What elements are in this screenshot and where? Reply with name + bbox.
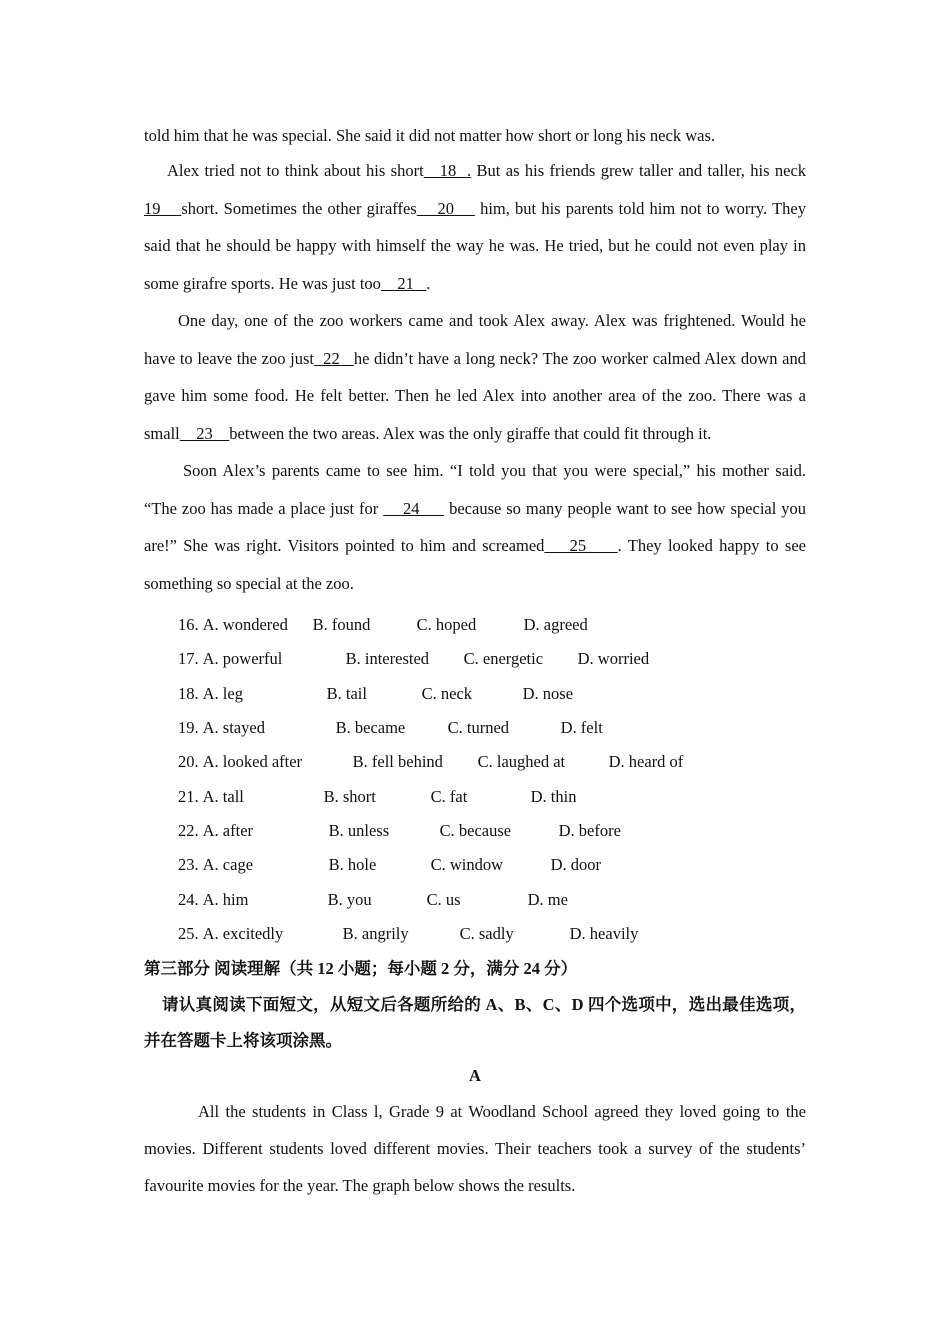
option-d: D. before [558, 820, 621, 840]
option-d: D. heavily [569, 923, 639, 943]
option-row [144, 608, 806, 642]
option-b: B. tail [326, 683, 367, 703]
option-a: A. leg [202, 683, 243, 703]
question-number: 18. [178, 683, 199, 703]
exam-page [144, 118, 806, 1204]
blank-25: 25 [544, 536, 618, 555]
option-a: A. stayed [202, 718, 265, 738]
passage-text: he didn’t have a long neck? The zoo worker calmed Alex down and gave him some food. He felt better. Then he led Alex into another area of the zoo. There was a small [144, 348, 807, 443]
question-number: 22. [178, 820, 199, 840]
question-number: 19. [178, 718, 199, 738]
option-b: B. short [323, 786, 376, 806]
option-b: B. became [335, 718, 406, 738]
option-row [144, 882, 806, 916]
passage-text: short. Sometimes the other giraffes [181, 198, 417, 218]
option-a: A. after [202, 820, 254, 840]
blank-20: 20 [416, 198, 475, 218]
passage-text: One day, one of the zoo workers came and took Alex away. Alex was frightened. Would he have to leave the zoo just [144, 311, 806, 368]
question-number: 21. [178, 786, 199, 806]
option-c: C. window [430, 855, 504, 875]
question-number: 24. [178, 889, 199, 909]
option-d: D. heard of [608, 752, 684, 772]
passage-letter: A [469, 1065, 481, 1085]
option-b: B. you [327, 889, 372, 909]
option-d: D. me [527, 889, 568, 909]
option-b: B. found [312, 615, 371, 635]
option-row [144, 677, 806, 711]
passage-paragraph-0 [144, 118, 806, 154]
option-row [144, 745, 806, 779]
option-c: C. hoped [416, 615, 477, 635]
option-b: B. fell behind [352, 752, 443, 772]
blank-18: 18 . [423, 161, 472, 180]
option-c: C. because [439, 820, 512, 840]
option-row [144, 917, 806, 951]
section3-instruction: 请认真阅读下面短文，从短文后各题所给的 A、B、C、D 四个选项中，选出最佳选项，并在答题卡上将该项涂黑。 [144, 994, 806, 1050]
passage-paragraph-3 [144, 452, 806, 602]
option-a: A. wondered [202, 615, 288, 635]
option-d: D. agreed [523, 615, 588, 635]
option-row [144, 642, 806, 676]
option-a: A. looked after [202, 752, 303, 772]
blank-22: 22 [313, 348, 354, 368]
option-d: D. nose [522, 683, 574, 703]
question-number: 20. [178, 752, 199, 772]
question-number: 17. [178, 649, 199, 669]
option-a: A. tall [202, 786, 244, 806]
option-a: A. cage [202, 855, 254, 875]
option-a: A. excitedly [202, 923, 284, 943]
option-a: A. powerful [202, 649, 283, 669]
option-row [144, 711, 806, 745]
option-c: C. us [426, 889, 461, 909]
section3-title: 第三部分 阅读理解（共 12 小题；每小题 2 分，满分 24 分） [144, 958, 578, 978]
passage-text: . They looked happy to see something so special at the zoo. [144, 536, 806, 593]
blank-21: 21 [380, 273, 427, 293]
passage-text: because so many people want to see how special you are!” She was right. Visitors pointed to him and screamed [144, 498, 807, 555]
passage-text: Alex tried not to think about his short [167, 161, 424, 180]
option-c: C. turned [447, 718, 510, 738]
answer-options [144, 608, 806, 951]
passage-text: Soon Alex’s parents came to see him. “I told you that you were special,” his mother said. “The zoo has made a place just for [144, 461, 806, 518]
option-a: A. him [202, 889, 249, 909]
option-c: C. energetic [463, 649, 544, 669]
option-c: C. laughed at [477, 752, 566, 772]
option-d: D. felt [560, 718, 603, 738]
reading-passage: All the students in Class l, Grade 9 at Woodland School agreed they loved going to the movies. Different students loved different movies. Their teachers took a survey of the students’ favourite movies for the year. The graph below shows the results. [144, 1101, 806, 1195]
question-number: 23. [178, 855, 199, 875]
option-d: D. worried [577, 649, 650, 669]
option-row [144, 848, 806, 882]
passage-text: between the two areas. Alex was the only giraffe that could fit through it. [229, 423, 712, 443]
blank-23: 23 [179, 423, 230, 443]
passage-text: told him that he was special. She said it did not matter how short or long his neck was. [144, 126, 715, 145]
option-b: B. angrily [342, 923, 409, 943]
option-row [144, 814, 806, 848]
passage-paragraph-1 [144, 152, 806, 302]
option-c: C. neck [421, 683, 473, 703]
option-b: B. interested [345, 649, 430, 669]
passage-text: him, but his parents told him not to worry. They said that he should be happy with himself the way he was. He tried, but he could not even play in some girafre sports. He was just too [144, 198, 806, 293]
option-c: C. fat [430, 786, 468, 806]
question-number: 16. [178, 615, 199, 635]
option-row [144, 779, 806, 813]
question-number: 25. [178, 923, 199, 943]
blank-19: 19 [144, 198, 182, 218]
passage-text: But as his friends grew taller and taller, his neck [471, 161, 807, 180]
passage-text: . [426, 273, 431, 293]
option-d: D. thin [530, 786, 577, 806]
option-c: C. sadly [459, 923, 514, 943]
option-b: B. unless [328, 820, 390, 840]
option-d: D. door [550, 855, 602, 875]
blank-24: 24 [383, 498, 445, 518]
option-b: B. hole [328, 855, 377, 875]
passage-paragraph-2 [144, 302, 806, 452]
